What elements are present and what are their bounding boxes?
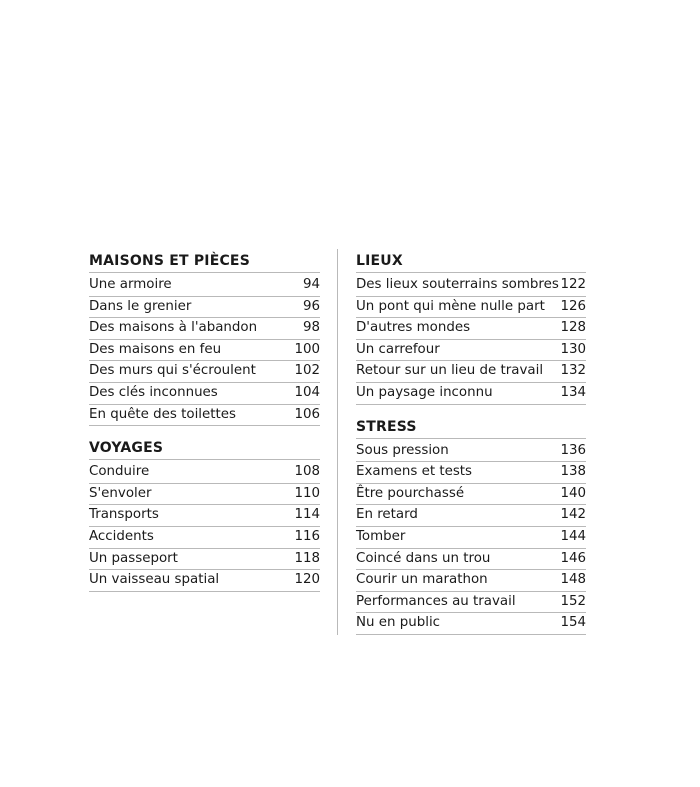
- entry-label: Une armoire: [89, 277, 172, 292]
- entry-page-number: 102: [294, 363, 320, 379]
- toc-entry[interactable]: [356, 570, 586, 592]
- toc-section: [356, 253, 586, 405]
- entry-page-number: 126: [560, 298, 586, 314]
- entry-page-number: 108: [294, 464, 320, 480]
- entry-page-number: 134: [560, 384, 586, 400]
- toc-entry[interactable]: [356, 549, 586, 571]
- entry-label: Coincé dans un trou: [356, 550, 491, 566]
- toc-entry[interactable]: [89, 484, 320, 506]
- toc-entry[interactable]: [89, 405, 320, 427]
- entry-page-number: 154: [560, 615, 586, 631]
- entry-label: Dans le grenier: [89, 298, 192, 314]
- entry-label: Des clés inconnues: [89, 384, 218, 400]
- entry-label: Des maisons à l'abandon: [89, 320, 258, 336]
- entry-label: Nu en public: [356, 615, 441, 631]
- entry-page-number: 100: [294, 341, 320, 357]
- entry-page-number: 152: [560, 593, 586, 609]
- toc-entry[interactable]: [356, 592, 586, 614]
- entry-label: Accidents: [89, 528, 154, 544]
- entry-label: En retard: [356, 507, 418, 523]
- toc-entry[interactable]: [356, 527, 586, 549]
- toc-entry[interactable]: [89, 527, 320, 549]
- toc-entry[interactable]: [89, 549, 320, 571]
- entry-page-number: 132: [560, 363, 586, 379]
- toc-section: [89, 253, 320, 426]
- toc-entry[interactable]: [356, 275, 586, 297]
- toc-entry[interactable]: [89, 361, 320, 383]
- entry-label: Retour sur un lieu de travail: [356, 363, 544, 379]
- toc-entry[interactable]: [89, 505, 320, 527]
- entry-page-number: 116: [294, 528, 320, 544]
- entry-label: Examens et tests: [356, 464, 473, 480]
- toc-entry[interactable]: [356, 361, 586, 383]
- entry-page-number: 146: [560, 550, 586, 566]
- entry-label: Transports: [89, 507, 159, 523]
- entry-label: D'autres mondes: [356, 320, 471, 336]
- entry-page-number: 128: [560, 320, 586, 336]
- toc-entry[interactable]: [356, 340, 586, 362]
- entry-page-number: 138: [560, 464, 586, 480]
- toc-entry[interactable]: [89, 462, 320, 484]
- entry-page-number: 106: [294, 406, 320, 422]
- entry-label: En quête des toilettes: [89, 406, 236, 422]
- entry-page-number: 140: [560, 485, 586, 501]
- toc-section: [89, 440, 320, 592]
- section-title: VOYAGES: [89, 440, 320, 460]
- entry-label: Un passeport: [89, 550, 178, 566]
- entry-label: Des murs qui s'écroulent: [89, 363, 256, 379]
- toc-entry[interactable]: [356, 462, 586, 484]
- entry-page-number: 114: [294, 507, 320, 523]
- entry-page-number: 98: [302, 320, 320, 336]
- entry-page-number: 104: [294, 384, 320, 400]
- entry-label: Un paysage inconnu: [356, 384, 493, 400]
- entry-label: Tomber: [356, 528, 406, 544]
- toc-entry[interactable]: [356, 441, 586, 463]
- entry-label: Conduire: [89, 464, 150, 480]
- toc-entry[interactable]: [356, 318, 586, 340]
- section-title: LIEUX: [356, 253, 586, 273]
- section-title: MAISONS ET PIÈCES: [89, 253, 320, 273]
- entry-label: Un vaisseau spatial: [89, 572, 220, 588]
- toc-section: [356, 419, 586, 635]
- toc-entry[interactable]: [89, 340, 320, 362]
- toc-entry[interactable]: [89, 570, 320, 592]
- entry-page-number: 144: [560, 528, 586, 544]
- toc-entry[interactable]: [89, 297, 320, 319]
- entry-page-number: 130: [560, 341, 586, 357]
- entry-page-number: 136: [560, 442, 586, 458]
- toc-right-column: [356, 253, 586, 649]
- entry-label: Courir un marathon: [356, 572, 488, 588]
- toc-entry[interactable]: [356, 613, 586, 635]
- entry-page-number: 96: [302, 298, 320, 314]
- entry-label: Sous pression: [356, 442, 449, 458]
- toc-entry[interactable]: [356, 297, 586, 319]
- toc-entry[interactable]: [356, 484, 586, 506]
- toc-entry[interactable]: [356, 505, 586, 527]
- entry-page-number: 120: [294, 572, 320, 588]
- entry-label: Un pont qui mène nulle part: [356, 298, 545, 314]
- entry-page-number: 148: [560, 572, 586, 588]
- entry-label: Être pourchassé: [356, 485, 465, 501]
- entry-label: Des maisons en feu: [89, 341, 222, 357]
- entry-label: Des lieux souterrains sombres: [356, 277, 559, 292]
- entry-page-number: 110: [294, 485, 320, 501]
- entry-page-number: 94: [302, 277, 320, 292]
- entry-label: Un carrefour: [356, 341, 440, 357]
- entry-label: S'envoler: [89, 485, 152, 501]
- toc-entry[interactable]: [89, 275, 320, 297]
- section-title: STRESS: [356, 419, 586, 439]
- toc-left-column: [89, 253, 320, 606]
- entry-label: Performances au travail: [356, 593, 516, 609]
- entry-page-number: 142: [560, 507, 586, 523]
- entry-page-number: 122: [560, 277, 586, 292]
- toc-entry[interactable]: [89, 318, 320, 340]
- toc-entry[interactable]: [89, 383, 320, 405]
- column-divider: [337, 249, 338, 635]
- toc-entry[interactable]: [356, 383, 586, 405]
- entry-page-number: 118: [294, 550, 320, 566]
